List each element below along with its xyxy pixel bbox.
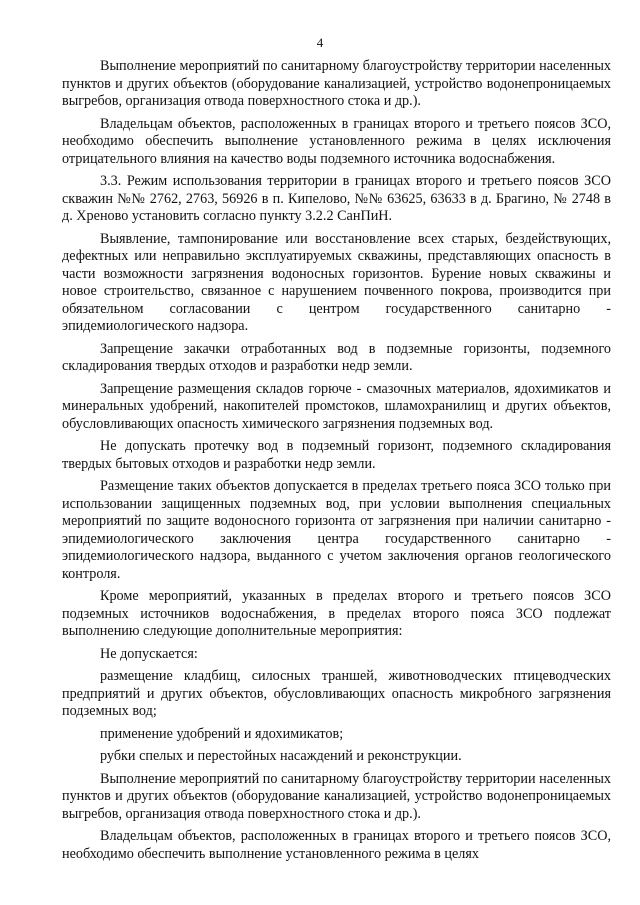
paragraph: 3.3. Режим использования территории в границах второго и третьего поясов ЗСО скважин №№ 2762, 2763, 56926 в п. Кипелово, №№ 63625, 63633 в д. Брагино, № 2748 в д. Хреново установить согласно пункту 3.2.2 СанПиН. — [62, 173, 611, 224]
paragraph: Выполнение мероприятий по санитарному благоустройству территории населенных пунктов и других объектов (оборудование канализацией, устройство водонепроницаемых выгребов, организация отвода поверхностного стока и др.). — [62, 58, 611, 109]
paragraph: Владельцам объектов, расположенных в границах второго и третьего поясов ЗСО, необходимо обеспечить выполнение установленного режима в целях исключения отрицательного влияния на качество воды подземного источника водоснабжения. — [62, 115, 611, 167]
paragraph: Выполнение мероприятий по санитарному благоустройству территории населенных пунктов и других объектов (оборудование канализацией, устройство водонепроницаемых выгребов, организация отвода поверхностного стока и др.). — [62, 770, 611, 822]
page-number: 4 — [316, 35, 324, 50]
paragraph: Размещение таких объектов допускается в пределах третьего пояса ЗСО только при использовании защищенных подземных вод, при условии выполнения специальных мероприятий по защите водоносного горизонта от загрязнения при наличии санитарно - эпидемиологического заключения центра государственного санитарно - эпидемиологического надзора, выданного с учетом заключения органов геологического контроля. — [62, 478, 611, 582]
paragraph: Кроме мероприятий, указанных в пределах второго и третьего поясов ЗСО подземных источников водоснабжения, в пределах второго пояса ЗСО подлежат выполнению следующие дополнительные мероприятия: — [62, 588, 611, 639]
paragraph: Запрещение закачки отработанных вод в подземные горизонты, подземного складирования твердых отходов и разработки недр земли. — [62, 340, 611, 374]
list-item: рубки спелых и перестойных насаждений и реконструкции. — [100, 748, 462, 764]
paragraph: Выявление, тампонирование или восстановление всех старых, бездействующих, дефектных или неправильно эксплуатируемых скважины, представляющих опасность в части возможности загрязнения водоносных горизонтов. Бурение новых скважины и новое строительство, связанное с нарушением почвенного покрова, производится при обязательном согласовании с центром государственного санитарно - эпидемиологического надзора. — [62, 230, 611, 334]
list-item: размещение кладбищ, силосных траншей, животноводческих птицеводческих предприятий и других объектов, обусловливающих опасность микробного загрязнения подземных вод; — [62, 668, 611, 719]
list-item: применение удобрений и ядохимикатов; — [100, 725, 344, 742]
paragraph: Запрещение размещения складов горюче - смазочных материалов, ядохимикатов и минеральных удобрений, накопителей промстоков, шламохранилищ и других объектов, обусловливающих опасность химического загрязнения подземных вод. — [62, 380, 611, 432]
paragraph: Не допускается: — [100, 645, 198, 662]
paragraph: Владельцам объектов, расположенных в границах второго и третьего поясов ЗСО, необходимо обеспечить выполнение установленного режима в целях — [62, 828, 611, 862]
paragraph: Не допускать протечку вод в подземный горизонт, подземного складирования твердых бытовых отходов и разработки недр земли. — [62, 438, 611, 472]
document-body — [62, 58, 611, 868]
